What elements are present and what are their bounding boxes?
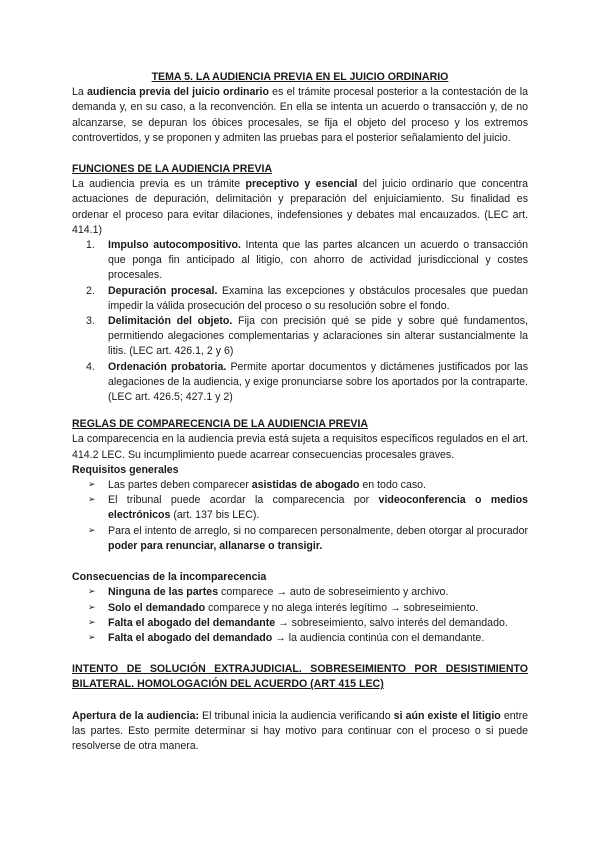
requisitos-list bbox=[72, 478, 528, 554]
document-page bbox=[72, 70, 528, 754]
intento-heading: INTENTO DE SOLUCIÓN EXTRAJUDICIAL. SOBRESEIMIENTO POR DESISTIMIENTO BILATERAL. HOMOLOGACIÓN DEL ACUERDO (ART 415 LEC) bbox=[72, 663, 528, 691]
list-item: ➢ Falta el abogado del demandante → sobreseimiento, salvo interés del demandado. bbox=[72, 616, 528, 631]
reglas-paragraph: La comparecencia en la audiencia previa está sujeta a requisitos específicos regulados en el art. 414.2 LEC. Su incumplimiento puede acarrear consecuencias procesales graves. bbox=[72, 433, 528, 461]
funciones-heading: FUNCIONES DE LA AUDIENCIA PREVIA bbox=[72, 163, 273, 176]
list-item: 4. Ordenación probatoria. Permite aportar documentos y dictámenes justificados por las alegaciones de la audiencia, y exige pronunciarse sobre los aportados por la contraparte. (LEC art. 426.5; 427.1 y 2) bbox=[86, 360, 528, 404]
document-title: TEMA 5. LA AUDIENCIA PREVIA EN EL JUICIO ORDINARIO bbox=[151, 71, 449, 83]
intento-paragraph: Apertura de la audiencia: El tribunal inicia la audiencia verificando si aún existe el litigio entre las partes. Esto permite determinar si hay motivo para continuar con el proceso o si puede resolverse de otra manera. bbox=[72, 709, 529, 752]
arrow-bullet-icon: ➢ bbox=[88, 587, 96, 598]
reglas-heading: REGLAS DE COMPARECENCIA DE LA AUDIENCIA PREVIA bbox=[72, 418, 369, 431]
list-item: 3. Delimitación del objeto. Fija con precisión qué se pide y sobre qué fundamentos, permitiendo alegaciones complementarias y aclaraciones sin alterar sustancialmente la litis. (LEC art. 426.1, 2 y 6) bbox=[86, 315, 528, 358]
list-item: ➢ Solo el demandado comparece y no alega interés legítimo → sobreseimiento. bbox=[72, 601, 528, 616]
arrow-bullet-icon: ➢ bbox=[88, 632, 96, 643]
consecuencias-heading: Consecuencias de la incomparecencia bbox=[72, 571, 267, 584]
requisitos-heading: Requisitos generales bbox=[72, 463, 179, 476]
intro-paragraph: La audiencia previa del juicio ordinario es el trámite procesal posterior a la contestación de la demanda y, en su caso, a la reconvención. En ella se intenta un acuerdo o transacción y, de no alcanzarse, se depuran los óbices procesales, se fija el objeto del proceso y los extremos controvertidos, y se proponen y admiten las pruebas para el posterior señalamiento del juicio. bbox=[72, 86, 529, 144]
arrow-bullet-icon: ➢ bbox=[88, 602, 96, 613]
arrow-bullet-icon: ➢ bbox=[88, 480, 96, 491]
list-item: ➢ Para el intento de arreglo, si no comparecen personalmente, deben otorgar al procurador poder para renunciar, allanarse o transigir. bbox=[72, 524, 528, 554]
funciones-list bbox=[72, 238, 528, 405]
list-item: 1. Impulso autocompositivo. Intenta que las partes alcancen un acuerdo o transacción que ponga fin anticipado al litigio, con ahorro de actividad jurisdiccional y costes procesales. bbox=[86, 239, 528, 282]
arrow-bullet-icon: ➢ bbox=[88, 525, 96, 536]
arrow-bullet-icon: ➢ bbox=[88, 495, 96, 506]
arrow-bullet-icon: ➢ bbox=[88, 617, 96, 628]
list-item: ➢ Ninguna de las partes comparece → auto de sobreseimiento y archivo. bbox=[72, 585, 528, 600]
consecuencias-list bbox=[72, 585, 528, 646]
list-item: 2. Depuración procesal. Examina las excepciones y obstáculos procesales que puedan impedir la válida prosecución del proceso o su resolución sobre el fondo. bbox=[86, 284, 528, 312]
list-item: ➢ El tribunal puede acordar la comparecencia por videoconferencia o medios electrónicos (art. 137 bis LEC). bbox=[72, 493, 528, 523]
funciones-paragraph: La audiencia previa es un trámite preceptivo y esencial del juicio ordinario que concentra actuaciones de depuración, delimitación y preparación del enjuiciamiento. Su finalidad es ordenar el proceso para evitar dilaciones, indefensiones y debates mal encauzados. (LEC art. 414.1) bbox=[72, 178, 529, 236]
list-item: ➢ Falta el abogado del demandado → la audiencia continúa con el demandante. bbox=[72, 631, 528, 646]
list-item: ➢ Las partes deben comparecer asistidas de abogado en todo caso. bbox=[72, 478, 528, 493]
